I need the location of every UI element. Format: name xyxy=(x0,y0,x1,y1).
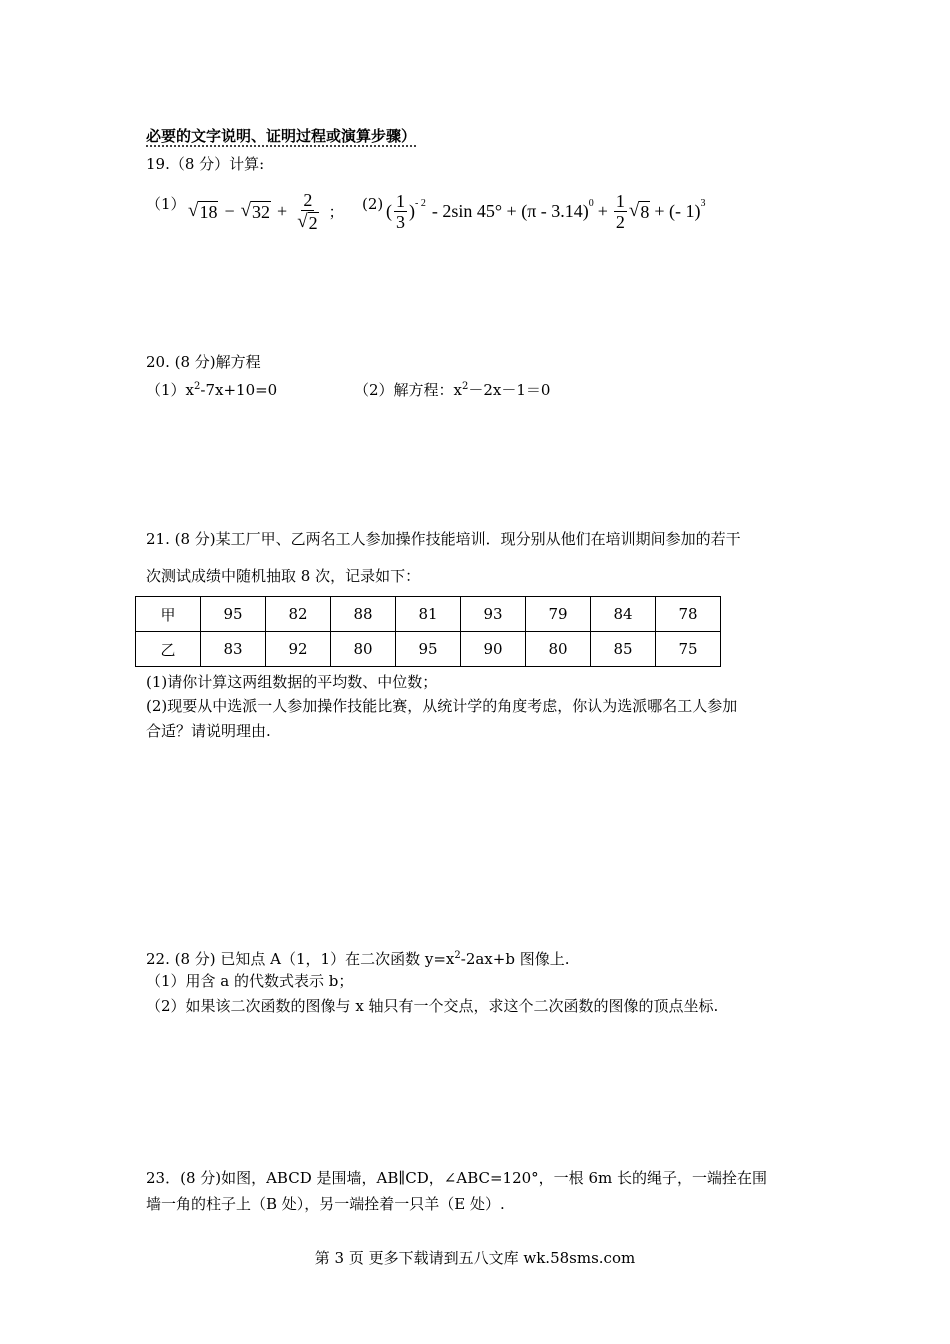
fraction-1-over-3: $\frac{1}{3}$ xyxy=(396,190,405,232)
q21-sub2-line2: 合适？请说明理由. xyxy=(146,722,271,740)
table-cell: 92 xyxy=(266,632,331,667)
q21-line1: 21. (8 分)某工厂甲、乙两名工人参加操作技能培训．现分别从他们在培训期间参加的若干 xyxy=(146,530,741,548)
q23-line2: 墙一角的柱子上（B 处），另一端拴着一只羊（E 处）. xyxy=(146,1195,505,1213)
q23-line1: 23．(8 分)如图，ABCD 是围墙，AB∥CD，∠ABC=120°，一根 6m 长的绳子，一端拴在围 xyxy=(146,1169,767,1187)
sqrt-18: √ 18 xyxy=(188,199,218,222)
table-cell: 95 xyxy=(201,597,266,632)
q19-part1-expression: √ 18 − √ 32 + 2 √ 2 ； xyxy=(188,189,344,233)
q22-line1: 22. (8 分) 已知点 A（1，1）在二次函数 $y=x^2-2ax+b$ 图像上. xyxy=(146,950,570,968)
table-cell: 80 xyxy=(331,632,396,667)
table-cell: 80 xyxy=(526,632,591,667)
table-cell: 81 xyxy=(396,597,461,632)
q19-part1-label: （1） xyxy=(146,195,186,213)
table-cell: 78 xyxy=(656,597,721,632)
q20-title: 20. (8 分)解方程 xyxy=(146,353,261,371)
sqrt-32: √ 32 xyxy=(240,199,271,222)
sqrt-8: √ 8 xyxy=(628,199,650,222)
q19-part2-label: (2) xyxy=(362,195,384,213)
q22-sub1: （1）用含 a 的代数式表示 b； xyxy=(146,972,354,990)
q21-sub2-line1: (2)现要从中选派一人参加操作技能比赛，从统计学的角度考虑，你认为选派哪名工人参加 xyxy=(146,697,738,715)
table-row-label: 甲 xyxy=(136,597,201,632)
table-cell: 83 xyxy=(201,632,266,667)
score-table xyxy=(135,596,721,667)
table-cell: 85 xyxy=(591,632,656,667)
q19-title: 19.（8 分）计算: xyxy=(146,155,265,173)
q20-part1: $(1)x^2-7x+10=0$ xyxy=(146,381,278,399)
fraction-2-over-sqrt2: 2 √ 2 xyxy=(297,189,318,233)
table-cell: 88 xyxy=(331,597,396,632)
table-row xyxy=(136,632,721,667)
table-row xyxy=(136,597,721,632)
q19-part2-expression: ( $\frac{1}{3}$ ) $^{- 2}$ - 2sin 45° + (π - 3.14) $^0$ + $\frac{1}{2}$ √ 8 + (- 1) $^3$ xyxy=(386,190,706,232)
table-cell: 84 xyxy=(591,597,656,632)
table-cell: 93 xyxy=(461,597,526,632)
table-cell: 90 xyxy=(461,632,526,667)
q20-part2: （2）解方程：$x^2-2x-1=0$ xyxy=(354,381,551,399)
q21-line2: 次测试成绩中随机抽取 8 次，记录如下： xyxy=(146,567,421,585)
q22-sub2: （2）如果该二次函数的图像与 x 轴只有一个交点，求这个二次函数的图像的顶点坐标. xyxy=(146,997,719,1015)
table-cell: 79 xyxy=(526,597,591,632)
table-row-label: 乙 xyxy=(136,632,201,667)
q21-sub1: (1)请你计算这两组数据的平均数、中位数； xyxy=(146,673,438,691)
fraction-1-over-2: $\frac{1}{2}$ xyxy=(615,190,625,232)
table-cell: 82 xyxy=(266,597,331,632)
table-cell: 95 xyxy=(396,632,461,667)
page-footer: 第 3 页 更多下载请到五八文库 wk.58sms.com xyxy=(314,1249,636,1267)
table-cell: 75 xyxy=(656,632,721,667)
instruction-note: 必要的文字说明、证明过程或演算步骤） xyxy=(146,127,417,145)
